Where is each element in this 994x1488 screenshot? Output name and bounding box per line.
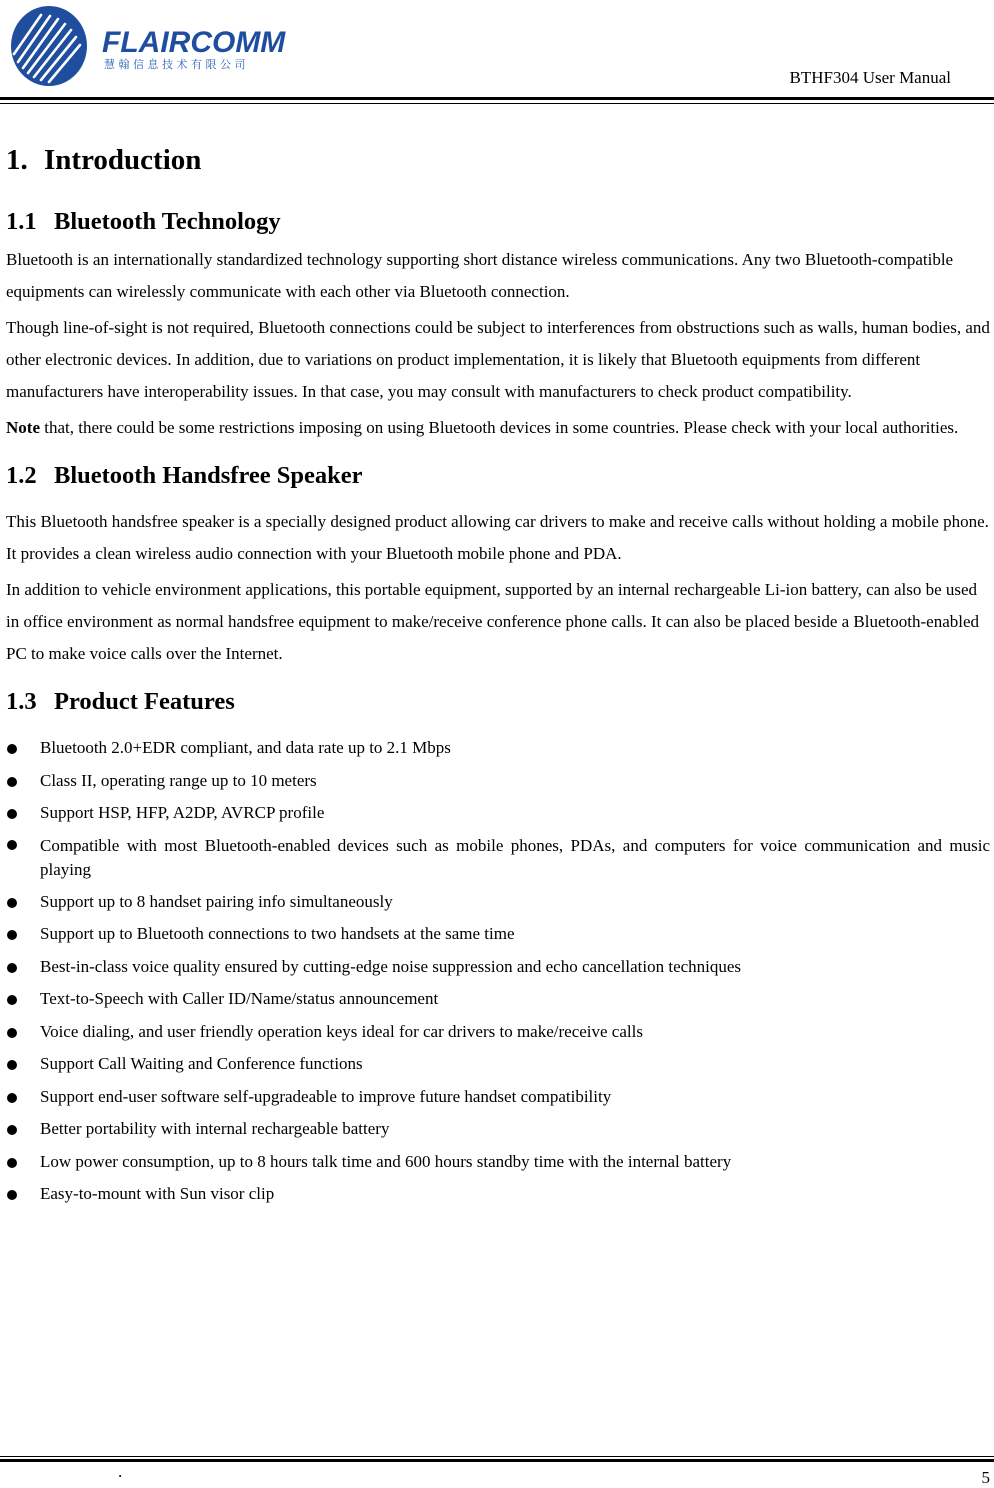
bullet-icon [7, 1190, 17, 1200]
paragraph: In addition to vehicle environment applications, this portable equipment, supported by an internal rechargeable Li-ion battery, can also be used in office environment as normal handsfree equipment to make/receive conference phone calls. It can also be placed beside a Bluetooth-enabled PC to make voice calls over the Internet. [6, 580, 980, 663]
bullet-icon [7, 963, 17, 973]
section-heading-1-1 [6, 204, 990, 240]
note-label: Note [6, 418, 40, 437]
bullet-icon [7, 744, 17, 754]
paragraph: Though line-of-sight is not required, Bluetooth connections could be subject to interferences from obstructions such as walls, human bodies, and other electronic devices. In addition, due to variations on product implementation, it is likely that Bluetooth equipments from different manufacturers have interoperability issues. In that case, you may consult with manufacturers to check product compatibility. [6, 318, 990, 401]
bullet-icon [7, 930, 17, 940]
paragraph: Bluetooth is an internationally standardized technology supporting short distance wireless communications. Any two Bluetooth-compatible equipments can wirelessly communicate with each other via Bluetooth connection. [6, 250, 954, 301]
bullet-icon [7, 1158, 17, 1168]
page-content [6, 138, 990, 1211]
logo-wordmark: FLAIRCOMM [102, 26, 286, 59]
paragraph: This Bluetooth handsfree speaker is a specially designed product allowing car drivers to make and receive calls without holding a mobile phone. It provides a clean wireless audio connection with your Bluetooth mobile phone and PDA. [6, 512, 989, 563]
bullet-icon [7, 1060, 17, 1070]
bullet-icon [7, 1125, 17, 1135]
page-header [0, 0, 994, 104]
chapter-heading [6, 138, 990, 182]
note-paragraph [6, 412, 990, 444]
list-item: Voice dialing, and user friendly operation keys ideal for car drivers to make/receive calls [6, 1016, 990, 1049]
section-title: Bluetooth Technology [54, 208, 281, 235]
list-item: Support HSP, HFP, A2DP, AVRCP profile [6, 797, 990, 830]
section-number: 1.3 [6, 688, 37, 715]
logo-subtext: 慧 翰 信 息 技 术 有 限 公 司 [104, 58, 246, 71]
section-heading-1-2 [6, 458, 990, 494]
section-heading-1-3 [6, 684, 990, 720]
list-item: Best-in-class voice quality ensured by cutting-edge noise suppression and echo cancellation techniques [6, 951, 990, 984]
list-item: Text-to-Speech with Caller ID/Name/status announcement [6, 983, 990, 1016]
list-item: Compatible with most Bluetooth-enabled devices such as mobile phones, PDAs, and computers for voice communication and music playing [6, 830, 990, 886]
list-item: Bluetooth 2.0+EDR compliant, and data rate up to 2.1 Mbps [6, 732, 990, 765]
header-rule-thick [0, 97, 994, 100]
company-logo [6, 2, 306, 90]
feature-list [6, 732, 990, 1211]
manual-title: BTHF304 User Manual [789, 68, 951, 87]
bullet-icon [7, 777, 17, 787]
bullet-icon [7, 1093, 17, 1103]
list-item: Support end-user software self-upgradeable to improve future handset compatibility [6, 1081, 990, 1114]
section-title: Product Features [54, 688, 235, 715]
list-item: Support up to Bluetooth connections to two handsets at the same time [6, 918, 990, 951]
header-rule-thin [0, 103, 994, 104]
section-number: 1.2 [6, 462, 37, 489]
list-item: Better portability with internal rechargeable battery [6, 1113, 990, 1146]
footer-mark: . [118, 1462, 123, 1481]
chapter-number: 1. [6, 144, 28, 176]
list-item: Low power consumption, up to 8 hours talk time and 600 hours standby time with the internal battery [6, 1146, 990, 1179]
list-item: Support Call Waiting and Conference functions [6, 1048, 990, 1081]
page-number: 5 [981, 1468, 990, 1487]
bullet-icon [7, 840, 17, 850]
note-text: that, there could be some restrictions imposing on using Bluetooth devices in some countries. Please check with your local authorities. [39, 418, 959, 437]
footer-rule-thin [0, 1456, 994, 1457]
section-title: Bluetooth Handsfree Speaker [54, 462, 363, 489]
bullet-icon [7, 995, 17, 1005]
chapter-title: Introduction [44, 144, 202, 176]
list-item: Class II, operating range up to 10 meters [6, 765, 990, 798]
footer-rule-thick [0, 1459, 994, 1462]
section-number: 1.1 [6, 208, 37, 235]
bullet-icon [7, 898, 17, 908]
bullet-icon [7, 809, 17, 819]
bullet-icon [7, 1028, 17, 1038]
list-item: Support up to 8 handset pairing info simultaneously [6, 886, 990, 919]
list-item: Easy-to-mount with Sun visor clip [6, 1178, 990, 1211]
